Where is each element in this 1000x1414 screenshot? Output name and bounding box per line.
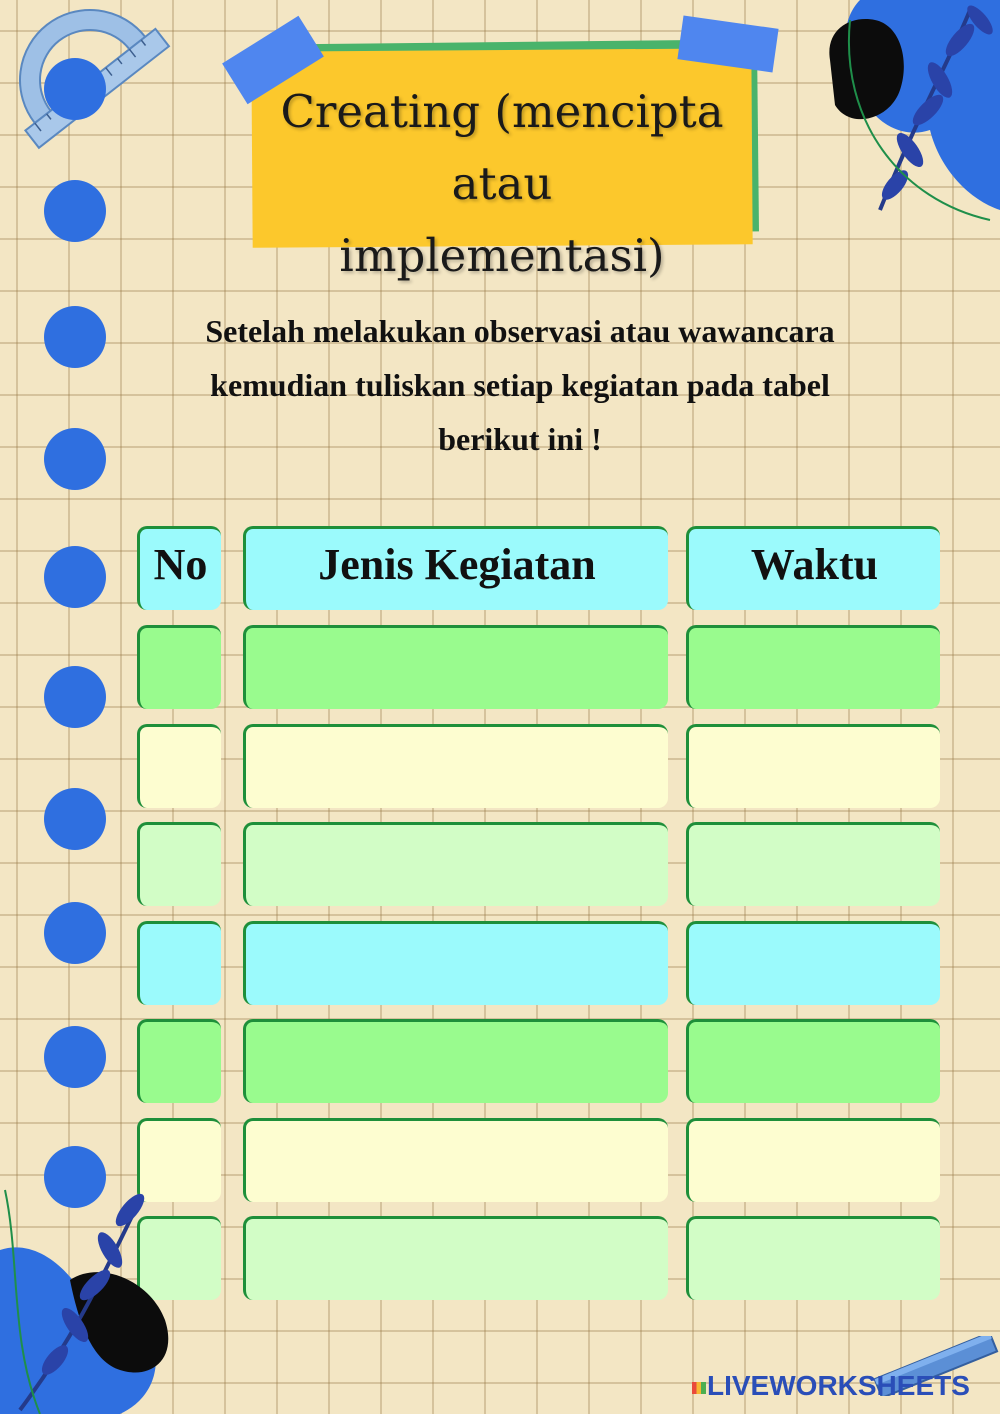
table-cell-jenis[interactable] xyxy=(243,625,668,709)
leaf-branch-icon xyxy=(820,0,1000,235)
binder-hole-icon xyxy=(44,902,106,964)
table-cell-jenis[interactable] xyxy=(243,1118,668,1202)
header-waktu-label: Waktu xyxy=(750,540,879,589)
table-cell-no[interactable] xyxy=(137,724,221,808)
binder-hole-icon xyxy=(44,666,106,728)
header-jenis-kegiatan xyxy=(243,526,668,610)
table-cell-waktu[interactable] xyxy=(686,1019,940,1103)
table-cell-waktu[interactable] xyxy=(686,724,940,808)
header-no xyxy=(137,526,221,610)
leaf-branch-icon xyxy=(0,1180,190,1414)
table-cell-waktu[interactable] xyxy=(686,1118,940,1202)
table-cell-waktu[interactable] xyxy=(686,822,940,906)
table-cell-no[interactable] xyxy=(137,625,221,709)
liveworksheets-logo xyxy=(692,1370,992,1406)
page-title xyxy=(252,76,752,292)
title-line-2: implementasi) xyxy=(339,229,665,282)
title-line-1: Creating (mencipta atau xyxy=(280,85,724,210)
binder-hole-icon xyxy=(44,546,106,608)
instruction-line-2: kemudian tuliskan setiap kegiatan pada tabel xyxy=(210,367,830,403)
binder-hole-icon xyxy=(44,306,106,368)
header-no-label: No xyxy=(153,540,208,589)
binder-hole-icon xyxy=(44,788,106,850)
instruction-text xyxy=(140,304,900,466)
table-cell-jenis[interactable] xyxy=(243,822,668,906)
table-cell-no[interactable] xyxy=(137,1019,221,1103)
instruction-line-1: Setelah melakukan observasi atau wawancara xyxy=(205,313,835,349)
instruction-line-3: berikut ini ! xyxy=(438,421,602,457)
table-cell-no[interactable] xyxy=(137,921,221,1005)
table-cell-waktu[interactable] xyxy=(686,1216,940,1300)
table-cell-jenis[interactable] xyxy=(243,1216,668,1300)
footer-brand: LIVEWORKSHEETS xyxy=(707,1370,970,1401)
binder-hole-icon xyxy=(44,58,106,120)
header-jenis-label: Jenis Kegiatan xyxy=(318,540,596,589)
table-cell-jenis[interactable] xyxy=(243,724,668,808)
header-waktu xyxy=(686,526,940,610)
binder-hole-icon xyxy=(44,180,106,242)
binder-hole-icon xyxy=(44,1026,106,1088)
binder-hole-icon xyxy=(44,428,106,490)
logo-icon xyxy=(692,1382,706,1394)
table-cell-waktu[interactable] xyxy=(686,625,940,709)
table-cell-no[interactable] xyxy=(137,822,221,906)
table-cell-jenis[interactable] xyxy=(243,1019,668,1103)
table-cell-jenis[interactable] xyxy=(243,921,668,1005)
table-cell-waktu[interactable] xyxy=(686,921,940,1005)
